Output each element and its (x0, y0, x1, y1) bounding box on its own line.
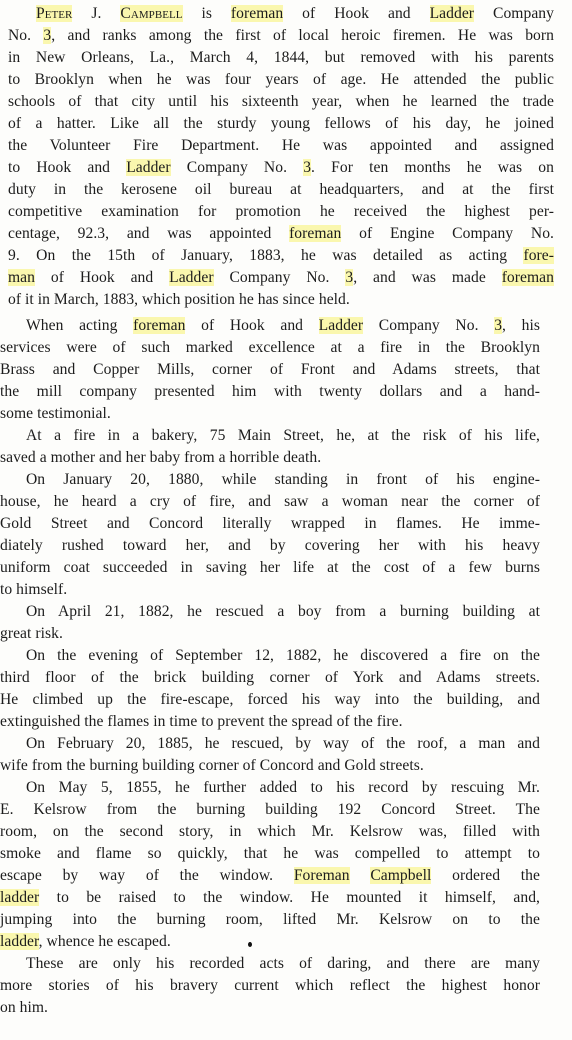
text-line (26, 733, 540, 755)
text-run: to be raised to the window. He mounted it himself, and, (39, 889, 540, 906)
text-run: Company No. (363, 317, 495, 334)
text-run: E. Kelsrow from the burning building 192 Concord Street. The (0, 801, 540, 818)
text-line (8, 135, 554, 157)
text-line (0, 579, 540, 601)
text-line (0, 535, 540, 557)
text-run: At a fire in a bakery, 75 Main Street, he, at the risk of his life, (26, 427, 540, 444)
highlighted-term: Ladder (169, 269, 214, 286)
text-line (0, 931, 540, 953)
text-run: Brass and Copper Mills, corner of Front and Adams streets, that (0, 361, 540, 378)
text-run: in New Orleans, La., March 4, 1844, but removed with his parents (8, 49, 554, 66)
text-run: extinguished the flames in time to prevent the spread of the fire. (0, 713, 403, 730)
text-run: On May 5, 1855, he further added to his record by rescuing Mr. (26, 779, 540, 796)
text-line (0, 513, 540, 535)
text-line (0, 755, 540, 777)
text-run: smoke and flame so quickly, that he was compelled to attempt to (0, 845, 540, 862)
text-run: wife from the burning building corner of Concord and Gold streets. (0, 757, 424, 774)
highlighted-term: Campbell (370, 867, 432, 884)
text-run: uniform coat succeeded in saving her life at the cost of a few burns (0, 559, 540, 576)
text-run: the Volunteer Fire Department. He was appointed and assigned (8, 137, 554, 154)
text-line (8, 201, 554, 223)
text-line (26, 469, 540, 491)
text-run: of Engine Company No. (341, 225, 554, 242)
highlighted-term: 3 (43, 27, 52, 44)
text-run: room, on the second story, in which Mr. Kelsrow was, filled with (0, 823, 540, 840)
text-run: is (182, 5, 231, 22)
text-line (26, 777, 540, 799)
text-run: On February 20, 1885, he rescued, by way of the roof, a man and (26, 735, 540, 752)
text-line (8, 91, 554, 113)
text-run: competitive examination for promotion he received the highest per- (8, 203, 554, 220)
text-line (26, 601, 540, 623)
text-line (0, 975, 540, 997)
text-line (0, 667, 540, 689)
text-run: Company No. (170, 159, 304, 176)
highlighted-term: 3 (303, 159, 312, 176)
text-line (8, 289, 554, 311)
highlighted-term: 3 (345, 269, 354, 286)
text-line (26, 953, 540, 975)
text-run: on him. (0, 999, 48, 1016)
text-line (0, 821, 540, 843)
text-run (350, 867, 371, 884)
text-run: , whence he escaped. (38, 933, 171, 950)
highlighted-term: Foreman (293, 867, 350, 884)
text-line (8, 47, 554, 69)
text-line (26, 425, 540, 447)
highlighted-term: Ladder (318, 317, 364, 334)
text-line (8, 267, 554, 289)
text-run: He climbed up the fire-escape, forced his way into the building, and (0, 691, 540, 708)
text-line (0, 623, 540, 645)
text-run: of it in March, 1883, which position he has since held. (8, 291, 350, 308)
text-run: , his (502, 317, 540, 334)
highlighted-term: Campbell (120, 5, 183, 22)
text-run: On the evening of September 12, 1882, he discovered a fire on the (26, 647, 540, 664)
text-run: of a hatter. Like all the sturdy young fellows of his day, he joined (8, 115, 554, 132)
text-run: great risk. (0, 625, 63, 642)
text-run: duty in the kerosene oil bureau at headquarters, and at the first (8, 181, 554, 198)
text-run: third floor of the brick building corner of York and Adams streets. (0, 669, 540, 686)
text-run: Gold Street and Concord literally wrapped in flames. He imme- (0, 515, 540, 532)
text-line (0, 337, 540, 359)
highlighted-term: foreman (230, 5, 284, 22)
text-line (0, 843, 540, 865)
text-run: On January 20, 1880, while standing in front of his engine- (26, 471, 540, 488)
text-line (0, 865, 540, 887)
text-run: Company (474, 5, 554, 22)
text-line (0, 359, 540, 381)
highlighted-term: Peter (36, 5, 73, 22)
text-run: , and was made (353, 269, 502, 286)
text-line (0, 403, 540, 425)
text-line (8, 25, 554, 47)
text-line (0, 711, 540, 733)
text-run: to Hook and (8, 159, 127, 176)
text-run: to himself. (0, 581, 68, 598)
text-line (0, 799, 540, 821)
text-line (0, 689, 540, 711)
text-run: . For ten months he was on (311, 159, 554, 176)
text-run: These are only his recorded acts of daring, and there are many (26, 955, 540, 972)
text-run: When acting (26, 317, 134, 334)
text-run: ordered the (431, 867, 540, 884)
text-run: to Brooklyn when he was four years of age. He attended the public (8, 71, 554, 88)
text-run: house, he heard a cry of fire, and saw a woman near the corner of (0, 493, 540, 510)
text-run: of Hook and (283, 5, 430, 22)
text-run: diately rushed toward her, and by covering her with his heavy (0, 537, 540, 554)
highlighted-term: ladder (0, 933, 39, 950)
text-line (0, 909, 540, 931)
text-run: jumping into the burning room, lifted Mr. Kelsrow on to the (0, 911, 540, 928)
text-run: J. (72, 5, 121, 22)
text-run: of Hook and (35, 269, 170, 286)
highlighted-term: ladder (0, 889, 40, 906)
text-line (8, 179, 554, 201)
highlighted-term: foreman (501, 269, 554, 286)
text-line (8, 113, 554, 135)
text-line (26, 645, 540, 667)
text-run: some testimonial. (0, 405, 111, 422)
text-run: schools of that city until his sixteenth year, when he learned the trade (8, 93, 554, 110)
text-run: No. (8, 27, 44, 44)
text-run: centage, 92.3, and was appointed (8, 225, 290, 242)
text-line (8, 245, 554, 267)
highlighted-term: foreman (133, 317, 186, 334)
text-run: saved a mother and her baby from a horrible death. (0, 449, 322, 466)
text-line (8, 223, 554, 245)
text-run: escape by way of the window. (0, 867, 294, 884)
text-run: more stories of his bravery current which reflect the highest honor (0, 977, 540, 994)
text-line (8, 69, 554, 91)
highlighted-term: Ladder (126, 159, 171, 176)
text-line (0, 997, 540, 1019)
text-run: 9. On the 15th of January, 1883, he was detailed as acting (8, 247, 524, 264)
text-run: services were of such marked excellence at a fire in the Brooklyn (0, 339, 540, 356)
text-line (26, 315, 540, 337)
text-line (0, 491, 540, 513)
text-run: On April 21, 1882, he rescued a boy from a burning building at (26, 603, 540, 620)
text-line (0, 557, 540, 579)
highlighted-term: 3 (494, 317, 503, 334)
highlighted-term: fore- (523, 247, 554, 264)
text-run: the mill company presented him with twenty dollars and a hand- (0, 383, 540, 400)
highlighted-term: man (8, 269, 35, 286)
text-run: Company No. (213, 269, 346, 286)
text-line (0, 381, 540, 403)
text-run: of Hook and (185, 317, 319, 334)
highlighted-term: foreman (289, 225, 342, 242)
highlighted-term: Ladder (429, 5, 475, 22)
print-speck (248, 942, 252, 947)
text-line (0, 447, 540, 469)
text-line (8, 157, 554, 179)
text-line (36, 3, 554, 25)
text-run: , and ranks among the first of local heroic firemen. He was born (51, 27, 554, 44)
text-line (0, 887, 540, 909)
